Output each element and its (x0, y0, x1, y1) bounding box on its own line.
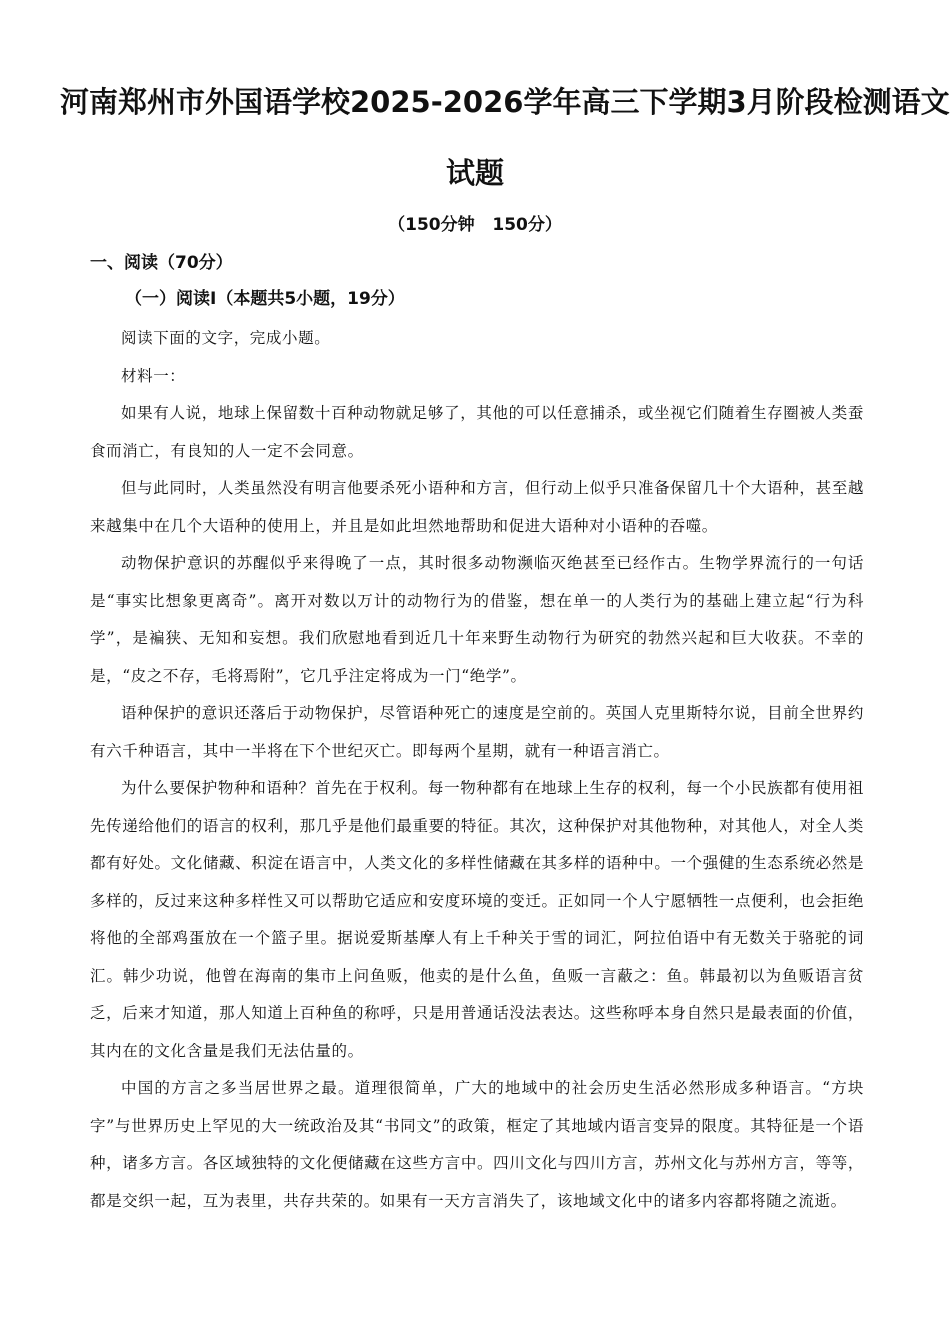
exam-title-line1: 河南郑州市外国语学校2025-2026学年高三下学期3月阶段检测语文 (60, 85, 950, 119)
passage-paragraph: 中国的方言之多当居世界之最。道理很简单，广大的地域中的社会历史生活必然形成多种语言。“方块字”与世界历史上罕见的大一统政治及其“书同文”的政策，框定了其地域内语言变异的限度。其特征是一个语种，诸多方言。各区域独特的文化便储藏在这些方言中。四川文化与四川方言，苏州文化与苏州方言，等等，都是交织一起，互为表里，共存共荣的。如果有一天方言消失了，该地域文化中的诸多内容都将随之流逝。 (90, 1079, 864, 1210)
section-heading: 一、阅读（70分） (90, 253, 233, 273)
passage-paragraph: 动物保护意识的苏醒似乎来得晚了一点，其时很多动物濒临灭绝甚至已经作古。生物学界流行的一句话是“事实比想象更离奇”。离开对数以万计的动物行为的借鉴，想在单一的人类行为的基础上建立起“行为科学”，是褊狭、无知和妄想。我们欣慰地看到近几十年来野生动物行为研究的勃然兴起和巨大收获。不幸的是，“皮之不存，毛将焉附”，它几乎注定将成为一门“绝学”。 (90, 554, 864, 685)
exam-duration-score: （150分钟 150分） (388, 215, 562, 235)
exam-title-line2: 试题 (445, 156, 504, 190)
passage-paragraph: 语种保护的意识还落后于动物保护，尽管语种死亡的速度是空前的。英国人克里斯特尔说，目前全世界约有六千种语言，其中一半将在下个世纪灭亡。即每两个星期，就有一种语言消亡。 (90, 704, 864, 760)
passage-paragraph: 如果有人说，地球上保留数十百种动物就足够了，其他的可以任意捕杀，或坐视它们随着生存圈被人类蚕食而消亡，有良知的人一定不会同意。 (90, 404, 864, 460)
instruction-text: 阅读下面的文字，完成小题。 (121, 329, 331, 347)
passage-paragraph: 为什么要保护物种和语种？首先在于权利。每一物种都有在地球上生存的权利，每一个小民族都有使用祖先传递给他们的语言的权利，那几乎是他们最重要的特征。其次，这种保护对其他物种，对其他人，对全人类都有好处。文化储藏、积淀在语言中，人类文化的多样性储藏在其多样的语种中。一个强健的生态系统必然是多样的，反过来这种多样性又可以帮助它适应和安度环境的变迁。正如同一个人宁愿牺牲一点便利，也会拒绝将他的全部鸡蛋放在一个篮子里。据说爱斯基摩人有上千种关于雪的词汇，阿拉伯语中有无数关于骆驼的词汇。韩少功说，他曾在海南的集市上问鱼贩，他卖的是什么鱼，鱼贩一言蔽之：鱼。韩最初以为鱼贩语言贫乏，后来才知道，那人知道上百种鱼的称呼，只是用普通话没法表达。这些称呼本身自然只是最表面的价值，其内在的文化含量是我们无法估量的。 (90, 779, 864, 1060)
passage-paragraph: 但与此同时，人类虽然没有明言他要杀死小语种和方言，但行动上似乎只准备保留几十个大语种，甚至越来越集中在几个大语种的使用上，并且是如此坦然地帮助和促进大语种对小语种的吞噬。 (90, 479, 864, 535)
reading-passage (90, 320, 864, 1220)
subsection-heading: （一）阅读Ⅰ（本题共5小题，19分） (125, 289, 405, 309)
material-label: 材料一： (121, 366, 186, 385)
